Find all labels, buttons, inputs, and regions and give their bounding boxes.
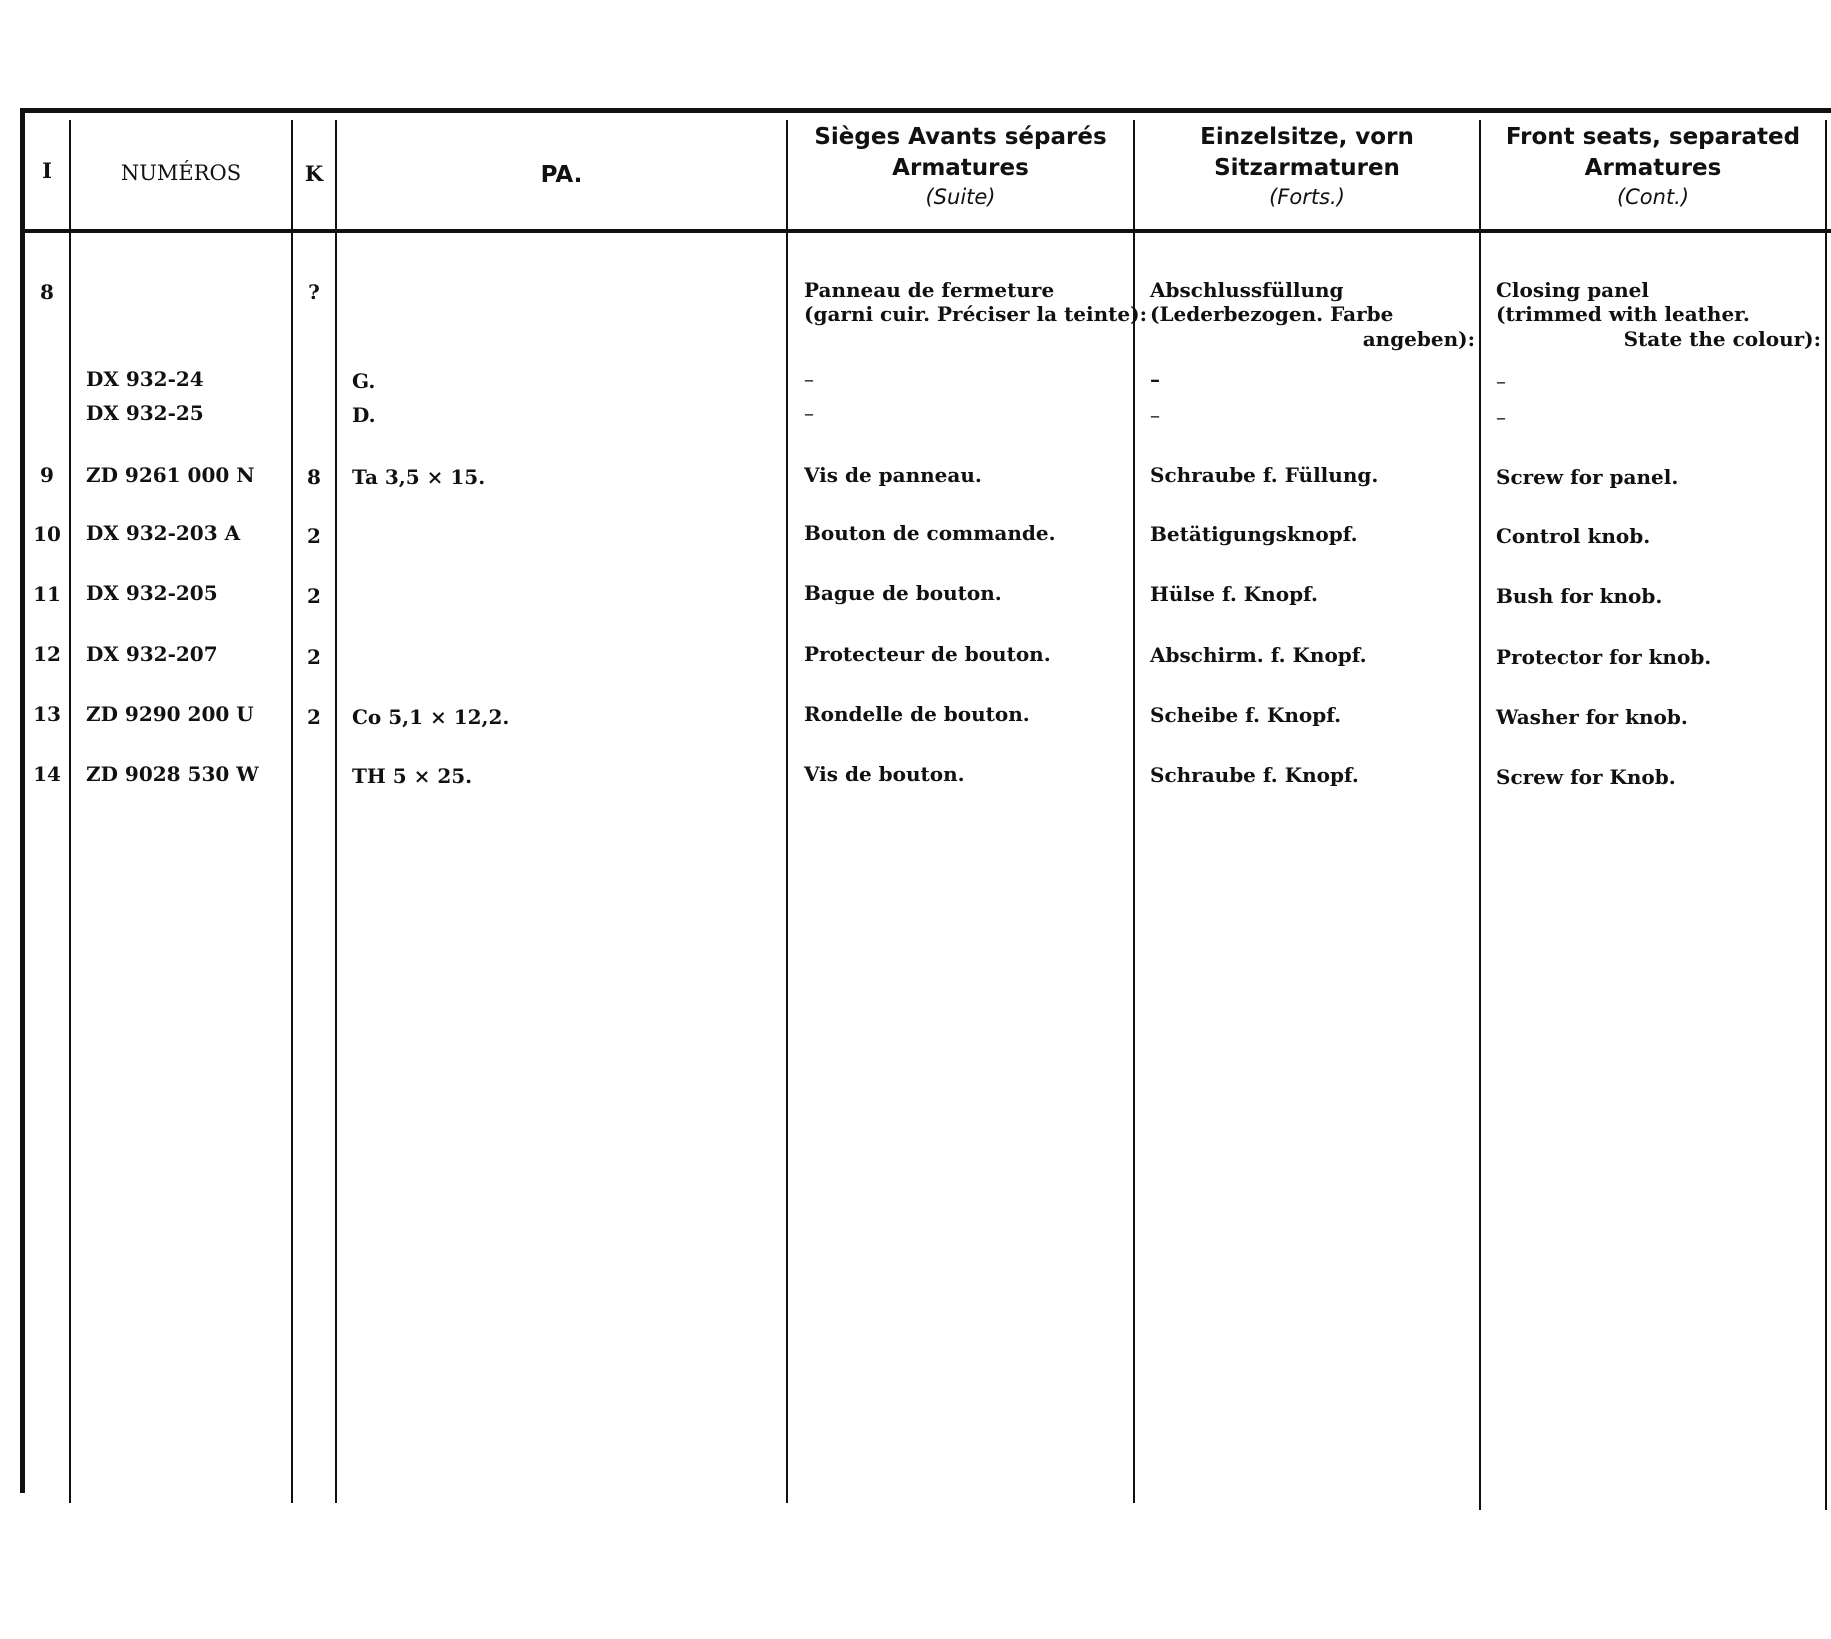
row-12-fr: Protecteur de bouton. (804, 642, 1051, 666)
row-9-pa: Ta 3,5 × 15. (352, 465, 486, 489)
row-9-en: Screw for panel. (1496, 465, 1679, 489)
row-14-index: 14 (33, 762, 61, 786)
row-8d-numero: DX 932-25 (86, 401, 204, 425)
row-13-en: Washer for knob. (1496, 705, 1688, 729)
row-8-en-line1: Closing panel (1496, 278, 1650, 302)
row-13-pa: Co 5,1 × 12,2. (352, 705, 510, 729)
col-divider-pa (786, 120, 788, 1503)
row-8d-fr: – (804, 401, 814, 425)
row-11-en: Bush for knob. (1496, 584, 1663, 608)
row-12-de: Abschirm. f. Knopf. (1150, 643, 1367, 667)
row-8g-fr: – (804, 367, 814, 391)
header-col-fr (788, 122, 1133, 210)
row-8g-de: – (1150, 367, 1160, 391)
header-col-de (1135, 122, 1479, 210)
row-8-fr-line2: (garni cuir. Préciser la teinte): (804, 302, 1147, 326)
row-13-de: Scheibe f. Knopf. (1150, 703, 1342, 727)
header-fr-line1: Sièges Avants séparés (814, 124, 1107, 150)
col-divider-en (1825, 120, 1827, 1510)
row-10-fr: Bouton de commande. (804, 521, 1056, 545)
row-8-de-line3: angeben): (1362, 327, 1475, 351)
row-14-en: Screw for Knob. (1496, 765, 1676, 789)
col-divider-i (69, 120, 71, 1503)
row-12-en: Protector for knob. (1496, 645, 1712, 669)
left-border (20, 108, 25, 1493)
row-14-de: Schraube f. Knopf. (1150, 763, 1359, 787)
row-13-k: 2 (307, 705, 321, 729)
row-10-k: 2 (307, 524, 321, 548)
header-en-line1: Front seats, separated (1505, 124, 1801, 150)
row-10-numero: DX 932-203 A (86, 521, 241, 545)
row-8d-pa: D. (352, 403, 376, 427)
row-8d-en: – (1496, 405, 1506, 429)
row-10-index: 10 (33, 522, 61, 546)
row-13-numero: ZD 9290 200 U (86, 702, 254, 726)
row-11-de: Hülse f. Knopf. (1150, 582, 1318, 606)
row-8-index: 8 (40, 280, 54, 304)
row-13-index: 13 (33, 702, 61, 726)
row-11-fr: Bague de bouton. (804, 581, 1002, 605)
header-en-line3: (Cont.) (1616, 185, 1690, 209)
row-9-numero: ZD 9261 000 N (86, 463, 255, 487)
header-col-k: K (304, 161, 324, 186)
row-10-en: Control knob. (1496, 524, 1651, 548)
col-divider-de (1479, 120, 1481, 1510)
row-8-de-line1: Abschlussfüllung (1150, 278, 1344, 302)
row-12-index: 12 (33, 642, 61, 666)
header-col-pa: PA. (540, 162, 583, 188)
row-14-numero: ZD 9028 530 W (86, 762, 259, 786)
header-col-numeros: NUMÉROS (120, 161, 242, 185)
top-rule (20, 108, 1831, 113)
row-11-numero: DX 932-205 (86, 581, 218, 605)
header-de-line3: (Forts.) (1269, 185, 1345, 209)
col-divider-k (335, 120, 337, 1503)
row-11-k: 2 (307, 584, 321, 608)
row-9-k: 8 (307, 465, 321, 489)
row-14-pa: TH 5 × 25. (352, 764, 473, 788)
row-9-de: Schraube f. Füllung. (1150, 463, 1379, 487)
header-en-line2: Armatures (1584, 155, 1722, 181)
header-fr-line2: Armatures (892, 155, 1029, 181)
row-13-fr: Rondelle de bouton. (804, 702, 1030, 726)
row-12-k: 2 (307, 645, 321, 669)
row-8g-numero: DX 932-24 (86, 367, 204, 391)
row-9-fr: Vis de panneau. (804, 463, 982, 487)
row-8-k: ? (308, 280, 320, 304)
row-8-en-line2: (trimmed with leather. (1496, 302, 1750, 326)
header-col-i: I (42, 158, 52, 183)
header-col-en (1481, 122, 1825, 210)
row-8-fr-line1: Panneau de fermeture (804, 278, 1055, 302)
header-de-line2: Sitzarmaturen (1214, 155, 1400, 181)
header-fr-line3: (Suite) (925, 185, 996, 209)
row-12-numero: DX 932-207 (86, 642, 218, 666)
col-divider-numeros (291, 120, 293, 1503)
header-de-line1: Einzelsitze, vorn (1200, 124, 1414, 150)
row-8g-en: – (1496, 369, 1506, 393)
row-8-de-line2: (Lederbezogen. Farbe (1150, 302, 1394, 326)
row-8g-pa: G. (352, 369, 376, 393)
row-10-de: Betätigungsknopf. (1150, 522, 1358, 546)
row-8d-de: – (1150, 403, 1160, 427)
row-8-en-line3: State the colour): (1623, 327, 1821, 351)
col-divider-fr (1133, 120, 1135, 1503)
row-9-index: 9 (40, 463, 54, 487)
row-11-index: 11 (33, 582, 61, 606)
row-14-fr: Vis de bouton. (804, 762, 965, 786)
